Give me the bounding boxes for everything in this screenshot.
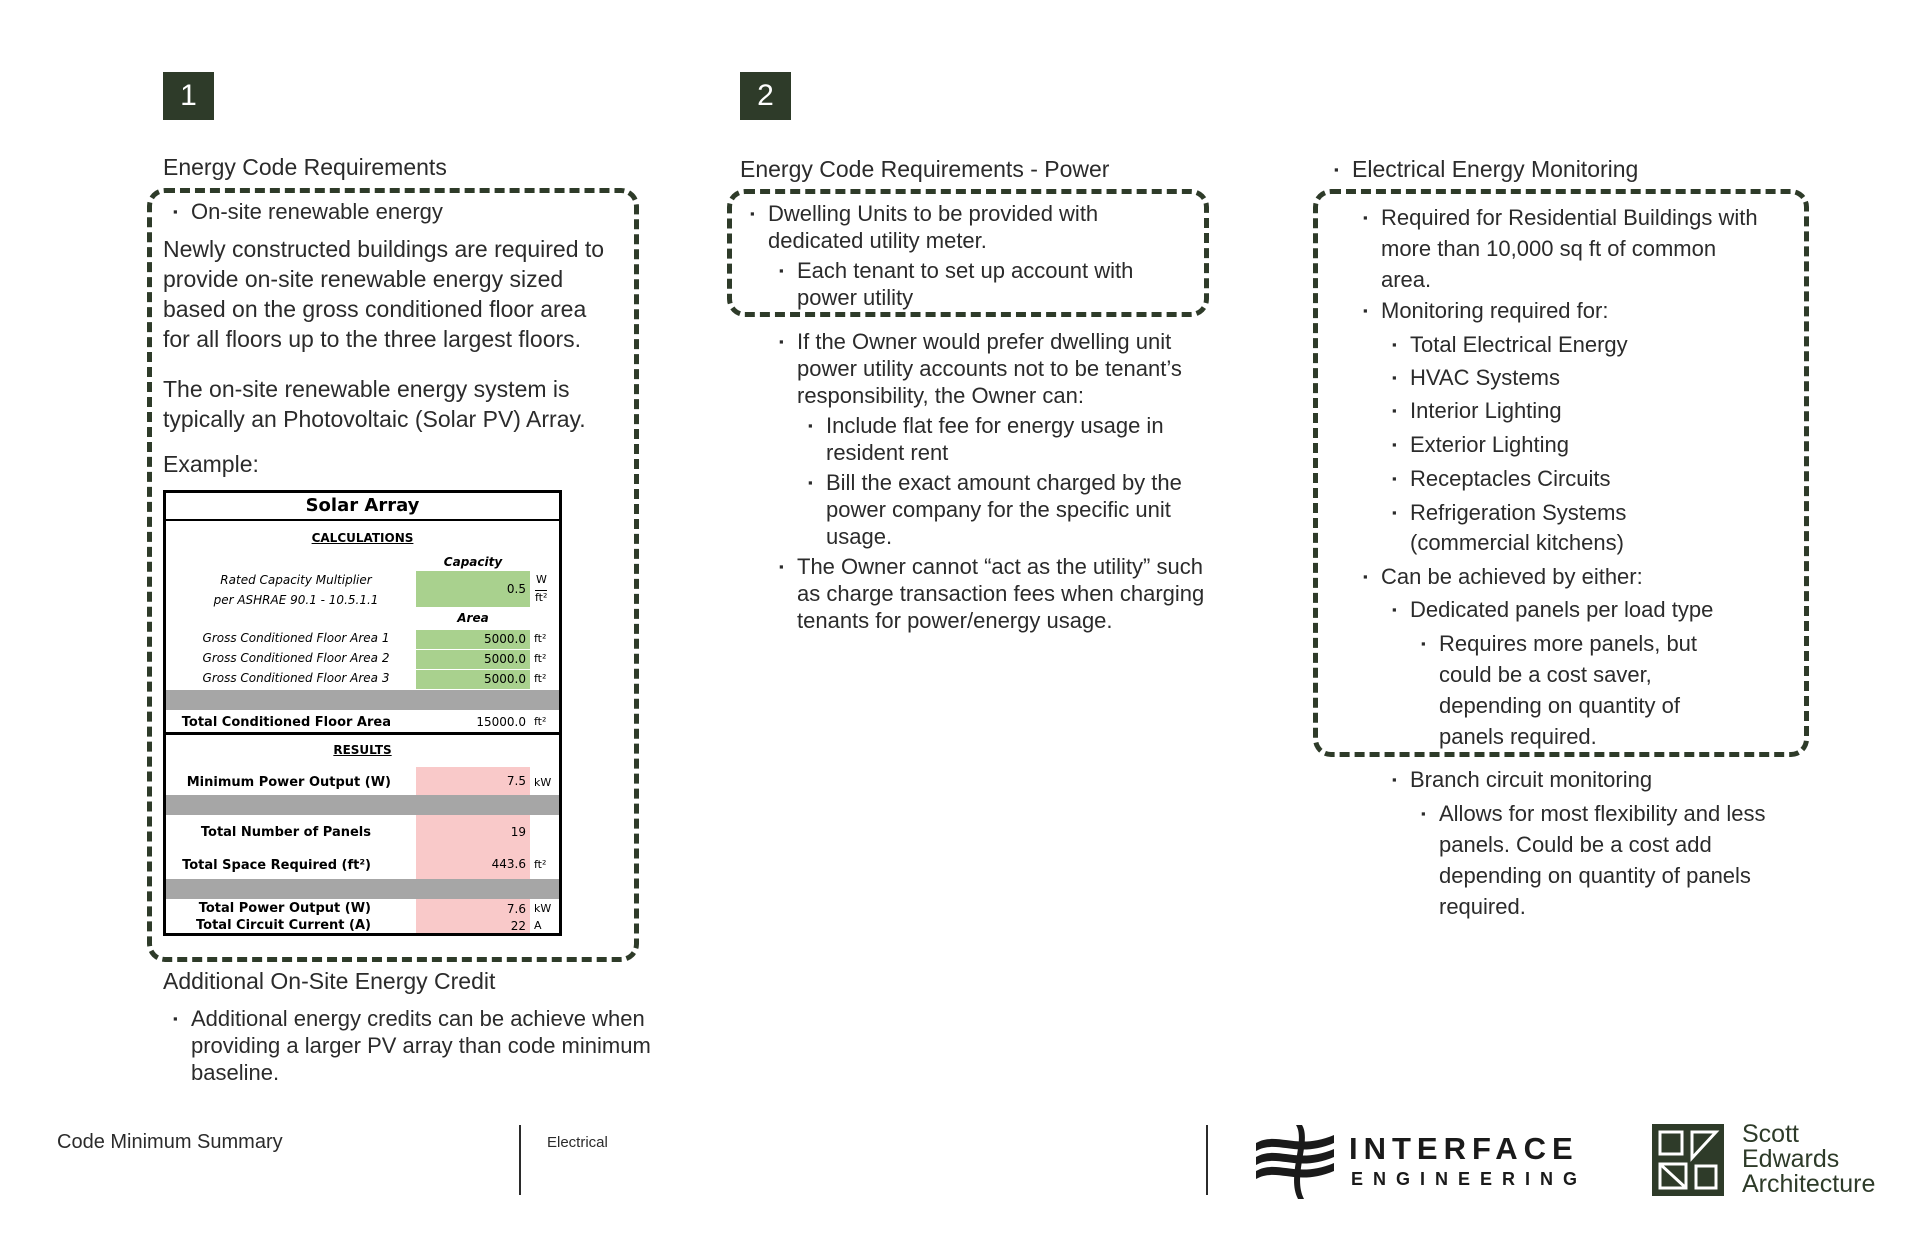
monitor-item-3: ▪ Interior Lighting — [1410, 397, 1770, 424]
sea-logo-line-2: Edwards — [1742, 1145, 1840, 1173]
section-3-bullet-3a: ▪ Dedicated panels per load type — [1410, 596, 1790, 623]
area-1-label: Gross Conditioned Floor Area 1 — [202, 631, 390, 645]
rated-value: 0.5 — [416, 571, 530, 607]
monitor-item-2: ▪ HVAC Systems — [1410, 364, 1770, 391]
total-area-value: 15000.0 — [476, 715, 526, 729]
footer-divider-1 — [519, 1125, 521, 1195]
area-1-unit: ft² — [534, 632, 547, 645]
section-2-bullet-3: ▪ The Owner cannot “act as the utility” such as charge transaction fees when charging tenants for power/energy usage. — [797, 553, 1217, 634]
space-label: Total Space Required (ft²) — [182, 858, 371, 873]
interface-engineering-logo-icon — [1252, 1121, 1338, 1201]
section-2-number: 2 — [740, 72, 791, 120]
area-2-label: Gross Conditioned Floor Area 2 — [202, 651, 390, 665]
section-2-bullet-1: ▪ Dwelling Units to be provided with dedicated utility meter. — [768, 200, 1168, 254]
sea-logo-text — [1742, 1122, 1875, 1197]
monitor-item-6: ▪ Refrigeration Systems (commercial kitchens) — [1410, 498, 1710, 558]
power-unit: kW — [534, 902, 552, 915]
area-label: Area — [457, 611, 489, 625]
panels-label: Total Number of Panels — [200, 825, 371, 840]
example-label: Example: — [163, 451, 259, 477]
area-2-value: 5000.0 — [416, 650, 530, 669]
space-unit: ft² — [534, 858, 547, 871]
power-label: Total Power Output (W) — [198, 901, 371, 916]
monitor-item-4: ▪ Exterior Lighting — [1410, 431, 1770, 458]
total-area-unit: ft² — [534, 715, 547, 728]
footer-divider-2 — [1206, 1125, 1208, 1195]
additional-credit-bullet: ▪ Additional energy credits can be achieve when providing a larger PV array than code minimum baseline. — [191, 1005, 651, 1086]
sea-logo-line-3: Architecture — [1742, 1170, 1876, 1198]
interface-logo-text: INTERFACE — [1349, 1131, 1579, 1166]
area-2-unit: ft² — [534, 652, 547, 665]
panels-value: 19 — [416, 815, 530, 849]
engineering-logo-text: ENGINEERING — [1351, 1169, 1588, 1189]
monitor-item-5: ▪ Receptacles Circuits — [1410, 465, 1770, 492]
section-2-bullet-2a: ▪ Include flat fee for energy usage in resident rent — [826, 412, 1206, 466]
additional-credit-heading: Additional On-Site Energy Credit — [163, 968, 496, 994]
grey-band-3 — [166, 879, 559, 899]
total-area-label: Total Conditioned Floor Area — [181, 715, 391, 730]
rated-label-1: Rated Capacity Multiplier — [220, 573, 372, 587]
area-3-unit: ft² — [534, 672, 547, 685]
capacity-label: Capacity — [443, 555, 503, 569]
section-3-bullet-3: ▪ Can be achieved by either: — [1381, 563, 1761, 590]
results-divider — [166, 732, 559, 735]
section-1-para2: The on-site renewable energy system is typically an Photovoltaic (Solar PV) Array. — [163, 376, 586, 432]
section-3-bullet-3b: ▪ Branch circuit monitoring — [1410, 766, 1790, 793]
min-power-value: 7.5 — [416, 767, 530, 795]
section-3-bullet-3a1: ▪ Requires more panels, but could be a cost saver, depending on quantity of panels required. — [1439, 628, 1739, 752]
area-3-value: 5000.0 — [416, 670, 530, 689]
sea-logo-icon — [1652, 1124, 1724, 1196]
rated-label-2: per ASHRAE 90.1 - 10.5.1.1 — [213, 593, 379, 607]
grey-band-1 — [166, 690, 559, 710]
section-3-heading: ▪ Electrical Energy Monitoring — [1352, 156, 1752, 183]
area-3-label: Gross Conditioned Floor Area 3 — [202, 671, 390, 685]
current-label: Total Circuit Current (A) — [196, 918, 371, 933]
grey-band-2 — [166, 795, 559, 815]
section-1-heading: Energy Code Requirements — [163, 154, 447, 180]
space-value: 443.6 — [416, 849, 530, 879]
footer-section-label: Electrical — [547, 1134, 608, 1151]
solar-table-title: Solar Array — [166, 493, 559, 521]
footer-title: Code Minimum Summary — [57, 1131, 283, 1153]
rated-unit-top: W — [536, 573, 547, 586]
section-3-bullet-2: ▪ Monitoring required for: — [1381, 297, 1761, 324]
min-power-unit: kW — [534, 776, 552, 789]
section-1-number: 1 — [163, 72, 214, 120]
section-1-bullet: ▪ On-site renewable energy — [191, 198, 591, 225]
section-3-bullet-1: ▪ Required for Residential Buildings with more than 10,000 sq ft of common area. — [1381, 202, 1761, 295]
min-power-label: Minimum Power Output (W) — [186, 775, 391, 790]
power-value: 7.6 — [416, 899, 530, 919]
current-unit: A — [534, 919, 542, 932]
area-1-value: 5000.0 — [416, 630, 530, 649]
calculations-heading: CALCULATIONS — [311, 531, 414, 545]
section-2-bullet-1a: ▪ Each tenant to set up account with power utility — [797, 257, 1187, 311]
sea-logo-line-1: Scott — [1742, 1120, 1799, 1148]
section-2-bullet-2b: ▪ Bill the exact amount charged by the power company for the specific unit usage. — [826, 469, 1206, 550]
rated-unit-bottom: ft² — [535, 591, 548, 604]
section-2-heading: Energy Code Requirements - Power — [740, 156, 1110, 182]
solar-array-table — [163, 490, 562, 936]
monitor-item-1: ▪ Total Electrical Energy — [1410, 331, 1770, 358]
section-1-para1: Newly constructed buildings are required to provide on-site renewable energy sized based on the gross conditioned floor area for all floors up to the three largest floors. — [163, 236, 605, 352]
section-3-bullet-3b1: ▪ Allows for most flexibility and less panels. Could be a cost add depending on quantity of panels required. — [1439, 798, 1779, 922]
results-heading: RESULTS — [333, 743, 392, 757]
current-value: 22 — [416, 919, 530, 933]
section-2-bullet-2: ▪ If the Owner would prefer dwelling unit power utility accounts not to be tenant’s responsibility, the Owner can: — [797, 328, 1217, 409]
